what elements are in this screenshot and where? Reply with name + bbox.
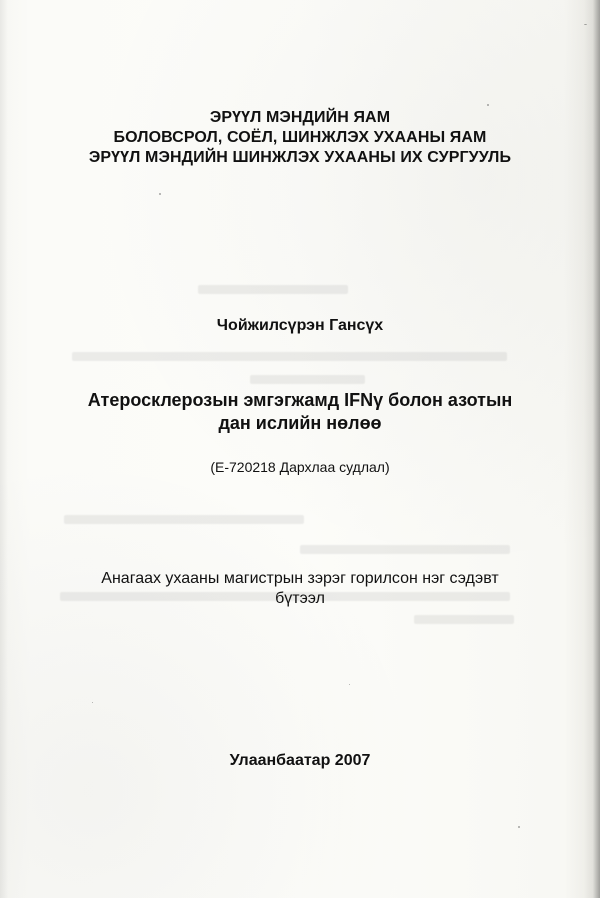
thesis-title-line-2: дан ислийн нөлөө [218, 413, 382, 433]
bleed-through-line [64, 515, 304, 524]
scan-speck [487, 104, 489, 106]
degree-line-1: Анагаах ухааны магистрын зэрэг горилсон нэг сэдэвт [101, 570, 499, 587]
institution-header [0, 108, 600, 168]
degree-description [0, 569, 600, 609]
university-line: ЭРҮҮЛ МЭНДИЙН ШИНЖЛЭХ УХААНЫ ИХ СУРГУУЛЬ [88, 149, 512, 166]
scan-speck [159, 193, 161, 195]
thesis-title-line-1: Атеросклерозын эмгэгжамд IFNγ болон азотын [87, 390, 513, 410]
ministry-education-line: БОЛОВСРОЛ, СОЁЛ, ШИНЖЛЭХ УХААНЫ ЯАМ [113, 129, 487, 146]
ministry-health-line: ЭРҮҮЛ МЭНДИЙН ЯАМ [209, 109, 391, 126]
bleed-through-line [250, 375, 365, 384]
scan-speck [349, 684, 350, 685]
bleed-through-line [300, 545, 510, 554]
bleed-through-line [414, 615, 514, 624]
scan-speck [584, 24, 587, 25]
degree-line-2: бүтээл [275, 590, 325, 607]
specialty-code: (E-720218 Дархлаа судлал) [210, 459, 390, 475]
scan-speck [518, 826, 520, 828]
author-name: Чойжилсүрэн Гансүх [216, 317, 384, 334]
place-and-year: Улаанбаатар 2007 [229, 752, 371, 769]
bleed-through-line [198, 285, 348, 294]
scan-speck [92, 702, 93, 703]
thesis-title [0, 389, 600, 435]
bleed-through-line [72, 352, 507, 361]
